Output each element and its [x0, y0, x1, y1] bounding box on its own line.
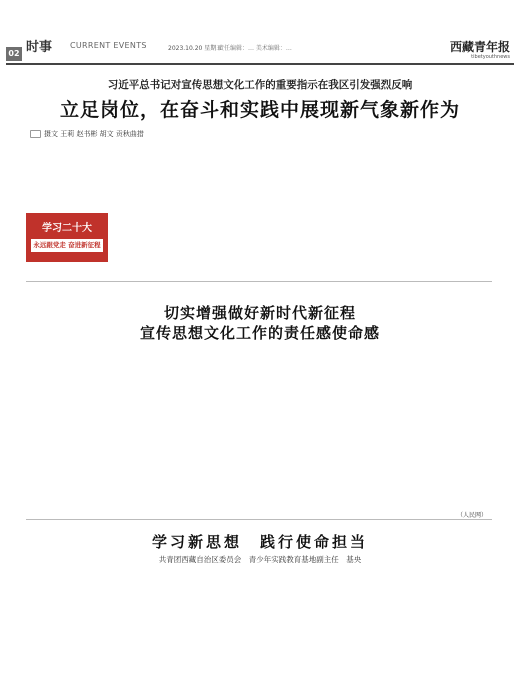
section-title: 时事: [26, 40, 53, 55]
article3-body-col5: [402, 570, 492, 694]
page-number: 02: [6, 47, 22, 61]
article2-body-col5: [402, 352, 492, 506]
article3-body-col4: [306, 570, 394, 694]
article1-subheadline: 习近平总书记对宣传思想文化工作的重要指示在我区引发强烈反响: [107, 79, 413, 91]
article2-source: （人民网）: [457, 512, 488, 519]
newspaper-logo: 西藏青年报: [449, 40, 510, 54]
article2-body-col3: [210, 352, 298, 506]
newspaper-logo-en: tibetyouthnews: [471, 54, 510, 60]
editor-credits: 责任编辑：… 美术编辑：…: [218, 45, 292, 52]
article1-body-col4: [306, 129, 394, 275]
article3-body-col2: [118, 570, 202, 694]
section-divider-2: [26, 519, 492, 520]
article2-headline-line2: 宣传思想文化工作的责任感使命感: [139, 324, 380, 342]
article3-byline: 共青团西藏自治区委员会 青少年实践教育基地副主任 基央: [158, 555, 362, 564]
article2-body-col4: [306, 352, 394, 506]
article1-headline: 立足岗位，在奋斗和实践中展现新气象新作为: [59, 99, 460, 121]
badge-slogan: 永远跟党走 奋进新征程: [31, 239, 103, 252]
article1-body-col3: [210, 129, 298, 275]
section-divider: [26, 281, 492, 282]
camera-icon: [30, 130, 41, 138]
page-header: [0, 0, 520, 66]
article1-byline-text: 摄文 王莉 赵书彬 胡文 贡秋曲措: [44, 130, 144, 138]
article1-body-col5: [402, 129, 492, 275]
article3-body-col3: [210, 570, 298, 694]
article2-body-col2: [118, 352, 202, 506]
issue-date: 2023.10.20 星期五: [168, 45, 223, 52]
article3-headline: 学习新思想 践行使命担当: [151, 533, 368, 551]
article3-body-col1: [26, 570, 110, 694]
study-campaign-badge: [26, 213, 108, 262]
badge-title: 学习二十大: [42, 223, 92, 234]
article2-headline-line1: 切实增强做好新时代新征程: [163, 304, 356, 322]
header-rule: [6, 63, 514, 65]
article1-body-col1b: [26, 266, 110, 276]
article1-body-col2: [118, 129, 202, 275]
article2-body-col1: [26, 352, 110, 506]
article1-body-col1: [26, 141, 110, 209]
section-title-en: CURRENT EVENTS: [70, 41, 147, 50]
